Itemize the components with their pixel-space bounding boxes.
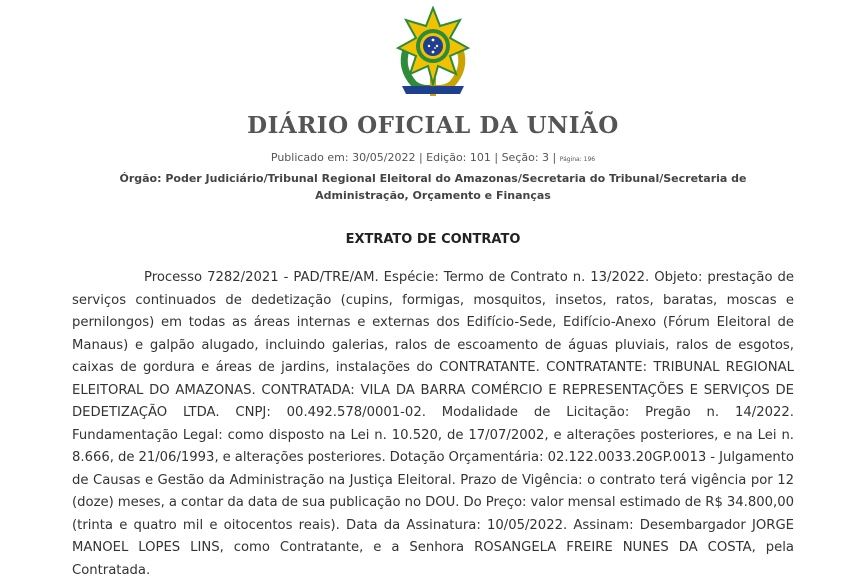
page-number: Página: 196: [559, 156, 596, 163]
page-title: DIÁRIO OFICIAL DA UNIÃO: [247, 112, 619, 139]
section-title: EXTRATO DE CONTRATO: [345, 232, 521, 247]
brazil-coat-of-arms-icon: [392, 6, 474, 102]
issuing-organ: Órgão: Poder Judiciário/Tribunal Regional Eleitoral do Amazonas/Secretaria do Tribunal/Secretaria de Administração, Orçamento e Finanças: [119, 172, 747, 202]
document-body: Processo 7282/2021 - PAD/TRE/AM. Espécie: Termo de Contrato n. 13/2022. Objeto: prestação de serviços continuados de dedetização (cupins, formigas, mosquitos, insetos, ratos, baratas, moscas e pernilongos) em todas as áreas internas e externas dos Edifício-Sede, Edifício-Anexo (Fórum Eleitoral de Manaus) e galpão alugado, incluindo galerias, ralos de escoamento de águas pluviais, ralos de esgotos, caixas de gordura e áreas de jardins, instalações do CONTRATANTE. CONTRATANTE: TRIBUNAL REGIONAL ELEITORAL DO AMAZONAS. CONTRATADA: VILA DA BARRA COMÉRCIO E REPRESENTAÇÕES E SERVIÇOS DE DEDETIZAÇÃO LTDA. CNPJ: 00.492.578/0001-02. Modalidade de Licitação: Pregão n. 14/2022. Fundamentação Legal: como disposto na Lei n. 10.520, de 17/07/2002, e alterações posteriores, e na Lei n. 8.666, de 21/06/1993, e alterações posteriores. Dotação Orçamentária: 02.122.0033.20GP.0013 - Julgamento de Causas e Gestão da Administração na Justiça Eleitoral. Prazo de Vigência: o contrato terá vigência por 12 (doze) meses, a contar da data de sua publicação no DOU. Do Preço: valor mensal estimado de R$ 34.800,00 (trinta e quatro mil e oitocentos reais). Data da Assinatura: 10/05/2022. Assinam: Desembargador JORGE MANOEL LOPES LINS, como Contratante, e a Senhora ROSANGELA FREIRE NUNES DA COSTA, pela Contratada.: [72, 270, 794, 578]
publication-info: Publicado em: 30/05/2022 | Edição: 101 | Seção: 3 |: [270, 151, 557, 164]
publication-meta: [0, 151, 866, 164]
